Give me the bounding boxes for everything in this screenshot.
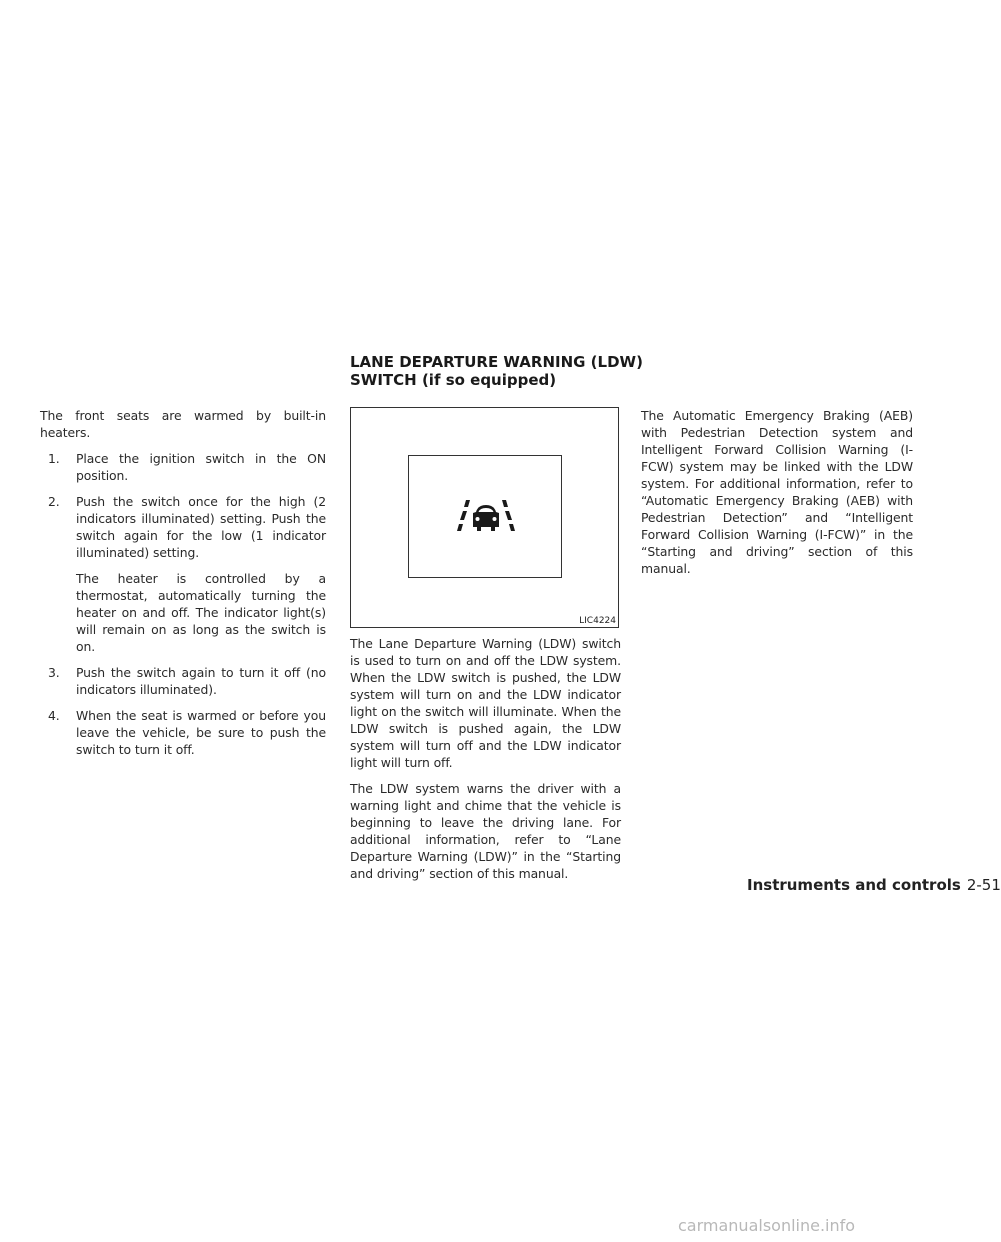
step-number: 3. [48, 665, 60, 680]
page-footer [747, 876, 1001, 894]
ldw-switch-button [408, 455, 562, 578]
list-item [40, 664, 326, 698]
watermark-text: carmanualsonline.info [678, 1216, 856, 1235]
step-number: 4. [48, 708, 60, 723]
middle-column [350, 635, 621, 891]
heater-steps-list [40, 450, 326, 758]
ldw-paragraph-2: The LDW system warns the driver with a warning light and chime that the vehicle is beginning to leave the driving lane. For additional information, refer to “Lane Departure Warning (LDW)” in the “Starting and driving” section of this manual. [350, 781, 621, 881]
figure-code: LIC4224 [579, 616, 616, 626]
heading-line: SWITCH (if so equipped) [350, 371, 557, 389]
left-column [40, 407, 326, 767]
list-item [40, 493, 326, 655]
ldw-lane-departure-icon [457, 498, 515, 534]
ldw-switch-figure [350, 407, 619, 628]
step-text: When the seat is warmed or before you leave the vehicle, be sure to push the switch to turn it off. [76, 708, 326, 757]
ldw-paragraph-1: The Lane Departure Warning (LDW) switch is used to turn on and off the LDW system. When the LDW switch is pushed, the LDW system will turn on and the LDW indicator light on the switch will illuminate. When the LDW switch is pushed again, the LDW system will turn off and the LDW indicator light will turn off. [350, 636, 621, 770]
section-heading [350, 353, 650, 389]
step-number: 1. [48, 451, 60, 466]
step-note: The heater is controlled by a thermostat, automatically turning the heater on and off. The indicator light(s) will remain on as long as the switch is on. [76, 571, 326, 654]
step-text: Push the switch once for the high (2 indicators illuminated) setting. Push the switch again for the low (1 indicator illuminated) setting. [76, 494, 326, 560]
list-item [40, 450, 326, 484]
page-number: 2-51 [966, 876, 1001, 894]
heading-line: LANE DEPARTURE WARNING (LDW) [350, 353, 643, 371]
step-number: 2. [48, 494, 60, 509]
intro-paragraph: The front seats are warmed by built-in heaters. [40, 408, 326, 440]
list-item [40, 707, 326, 758]
right-column [641, 407, 913, 586]
footer-section-title: Instruments and controls [747, 876, 961, 894]
aeb-paragraph: The Automatic Emergency Braking (AEB) with Pedestrian Detection system and Intelligent Forward Collision Warning (I-FCW) system may be linked with the LDW system. For additional information, refer to “Automatic Emergency Braking (AEB) with Pedestrian Detection” and “Intelligent Forward Collision Warning (I-FCW)” in the “Starting and driving” section of this manual. [641, 408, 913, 576]
step-text: Push the switch again to turn it off (no indicators illuminated). [76, 665, 326, 697]
step-text: Place the ignition switch in the ON position. [76, 451, 326, 483]
